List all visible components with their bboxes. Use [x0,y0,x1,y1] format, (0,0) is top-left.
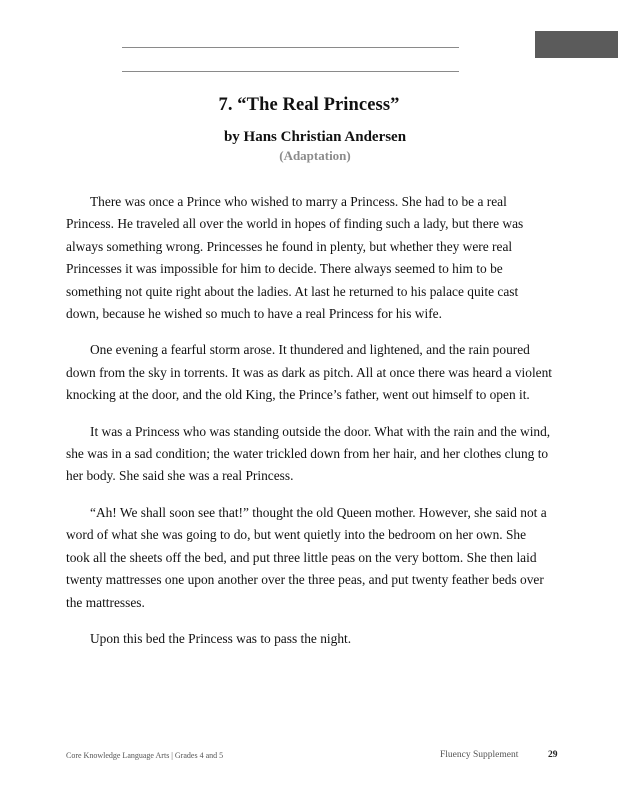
page-title: 7. “The Real Princess” [218,95,400,115]
header-tab [535,31,618,58]
header-rule-bottom [122,71,459,72]
header-rule-top [122,47,459,48]
footer-supplement: Fluency Supplement [440,750,519,760]
footer-publication: Core Knowledge Language Arts | Grades 4 and 5 [66,751,224,760]
story-paragraph-1: There was once a Prince who wished to marry a Princess. She had to be a real Princess. He traveled all over the world in hopes of finding such a lady, but there was always something wrong. Princesses he found in plenty, but whether they were real Princesses it was impossible for him to decide. There always seemed to him to be something not quite right about the ladies. At last he returned to his palace quite cast down, because he wished so much to have a real Princess for his wife. [66,194,524,322]
adaptation-note: (Adaptation) [279,148,351,163]
story-paragraph-2: One evening a fearful storm arose. It thundered and lightened, and the rain poured down from the sky in torrents. It was as dark as pitch. All at once there was heard a violent knocking at the door, and the old King, the Prince’s father, went out himself to open it. [66,342,553,403]
page-number: 29 [548,750,558,760]
story-paragraph-3: It was a Princess who was standing outside the door. What with the rain and the wind, she was in a sad condition; the water trickled down from her hair, and her clothes clung to her body. She said she was a real Princess. [66,423,551,484]
story-paragraph-5: Upon this bed the Princess was to pass the night. [90,630,352,646]
author-byline: by Hans Christian Andersen [223,129,407,145]
story-body [66,191,553,664]
story-paragraph-4: “Ah! We shall soon see that!” thought the old Queen mother. However, she said not a word of what she was going to do, but went quietly into the bedroom on her own. She took all the sheets off the bed, and put three little peas on the very bottom. She then laid twenty mattresses one upon another over the three peas, and put twenty feather beds over the mattresses. [66,504,547,610]
